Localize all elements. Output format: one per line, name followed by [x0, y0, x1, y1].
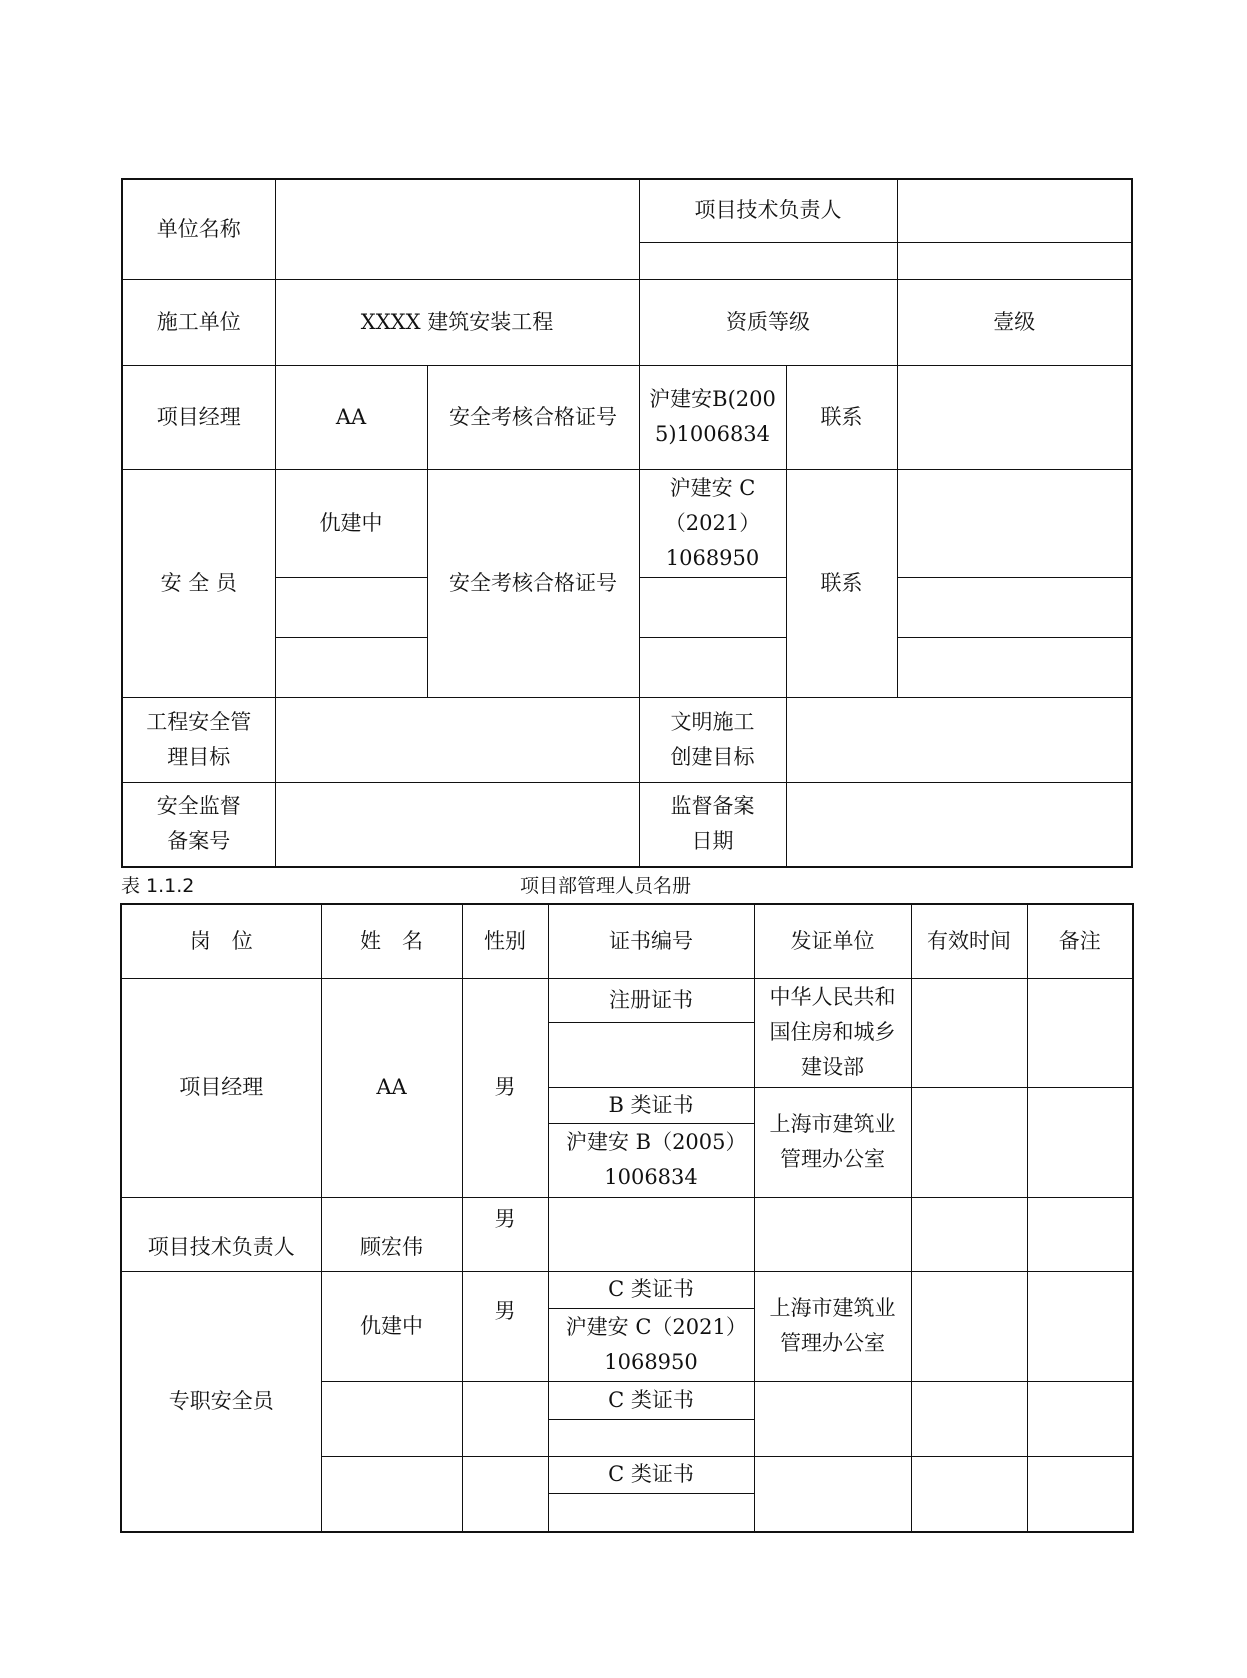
safety1-name: 仇建中	[321, 1271, 462, 1381]
tech-gender: 男	[462, 1197, 548, 1271]
qualification-label: 资质等级	[639, 279, 897, 365]
pm-cert1-issuer: 中华人民共和国住房和城乡建设部	[754, 978, 911, 1087]
safety-contact-2	[897, 577, 1132, 637]
safety-cert-label: 安全考核合格证号	[427, 469, 639, 697]
safety3-name	[321, 1456, 462, 1532]
pm-role: 项目经理	[121, 978, 321, 1197]
unit-name-label: 单位名称	[122, 179, 275, 279]
tech-name: 顾宏伟	[321, 1197, 462, 1271]
safety1-cert-type: C 类证书	[548, 1271, 754, 1308]
supervision-date-value	[786, 782, 1132, 867]
pm-cert2-issuer: 上海市建筑业管理办公室	[754, 1087, 911, 1197]
safety-contact-1	[897, 469, 1132, 577]
pm-cert1-remarks	[1027, 978, 1133, 1087]
safety-role: 专职安全员	[121, 1271, 321, 1532]
header-valid-time: 有效时间	[911, 904, 1027, 978]
table-title: 项目部管理人员名册	[520, 875, 692, 897]
safety3-remarks	[1027, 1456, 1133, 1532]
supervision-no-value	[275, 782, 639, 867]
safety3-valid	[911, 1456, 1027, 1532]
pm-cert1-valid	[911, 978, 1027, 1087]
tech-issuer	[754, 1197, 911, 1271]
safety3-gender	[462, 1456, 548, 1532]
safety1-gender: 男	[462, 1271, 548, 1381]
pm-cert-label: 安全考核合格证号	[427, 365, 639, 469]
tech-lead-sub	[639, 242, 897, 279]
safety-officer-2-cert	[639, 577, 786, 637]
safety-officer-2	[275, 577, 427, 637]
pm-cert2-no: 沪建安 B（2005）1006834	[548, 1123, 754, 1197]
tech-remarks	[1027, 1197, 1133, 1271]
pm-cert2-type: B 类证书	[548, 1087, 754, 1123]
header-position: 岗 位	[121, 904, 321, 978]
pm-contact-value	[897, 365, 1132, 469]
safety1-valid	[911, 1271, 1027, 1381]
tech-cert	[548, 1197, 754, 1271]
pm-name: AA	[321, 978, 462, 1197]
safety2-gender	[462, 1381, 548, 1456]
safety-contact-label: 联系	[786, 469, 897, 697]
safety2-cert-type: C 类证书	[548, 1381, 754, 1419]
pm-cert1-type: 注册证书	[548, 978, 754, 1022]
safety-officer-1: 仇建中	[275, 469, 427, 577]
pm-cert2-remarks	[1027, 1087, 1133, 1197]
safety3-issuer	[754, 1456, 911, 1532]
safety2-valid	[911, 1381, 1027, 1456]
safety2-cert-no	[548, 1419, 754, 1456]
table-number: 表 1.1.2	[121, 875, 195, 897]
header-remarks: 备注	[1027, 904, 1133, 978]
pm-cert-value: 沪建安B(2005)1006834	[639, 365, 786, 469]
supervision-date-label: 监督备案日期	[639, 782, 786, 867]
tech-lead-label: 项目技术负责人	[639, 179, 897, 242]
civil-goal-value	[786, 697, 1132, 782]
safety3-cert-no	[548, 1493, 754, 1532]
safety-officer-3-cert	[639, 637, 786, 697]
roster-table	[120, 903, 1134, 1533]
pm-cert1-no	[548, 1022, 754, 1087]
header-issuer: 发证单位	[754, 904, 911, 978]
header-gender: 性别	[462, 904, 548, 978]
safety1-cert-no: 沪建安 C（2021）1068950	[548, 1308, 754, 1381]
tech-role: 项目技术负责人	[121, 1197, 321, 1271]
pm-label: 项目经理	[122, 365, 275, 469]
tech-valid	[911, 1197, 1027, 1271]
project-info-table	[121, 178, 1133, 868]
safety2-issuer	[754, 1381, 911, 1456]
safety1-issuer: 上海市建筑业管理办公室	[754, 1271, 911, 1381]
header-cert-no: 证书编号	[548, 904, 754, 978]
safety2-remarks	[1027, 1381, 1133, 1456]
supervision-no-label: 安全监督备案号	[122, 782, 275, 867]
safety-officer-3	[275, 637, 427, 697]
safety3-cert-type: C 类证书	[548, 1456, 754, 1493]
unit-name-value	[275, 179, 639, 279]
safety-officer-label: 安 全 员	[122, 469, 275, 697]
pm-gender: 男	[462, 978, 548, 1197]
tech-lead-value	[897, 179, 1132, 242]
pm-contact-label: 联系	[786, 365, 897, 469]
safety-contact-3	[897, 637, 1132, 697]
pm-cert2-valid	[911, 1087, 1027, 1197]
safety1-remarks	[1027, 1271, 1133, 1381]
qualification-value: 壹级	[897, 279, 1132, 365]
contractor-value: XXXX 建筑安装工程	[275, 279, 639, 365]
safety2-name	[321, 1381, 462, 1456]
safety-goal-value	[275, 697, 639, 782]
contractor-label: 施工单位	[122, 279, 275, 365]
civil-goal-label: 文明施工创建目标	[639, 697, 786, 782]
header-name: 姓 名	[321, 904, 462, 978]
safety-officer-1-cert: 沪建安 C（2021）1068950	[639, 469, 786, 577]
tech-lead-value-sub	[897, 242, 1132, 279]
safety-goal-label: 工程安全管理目标	[122, 697, 275, 782]
pm-value: AA	[275, 365, 427, 469]
